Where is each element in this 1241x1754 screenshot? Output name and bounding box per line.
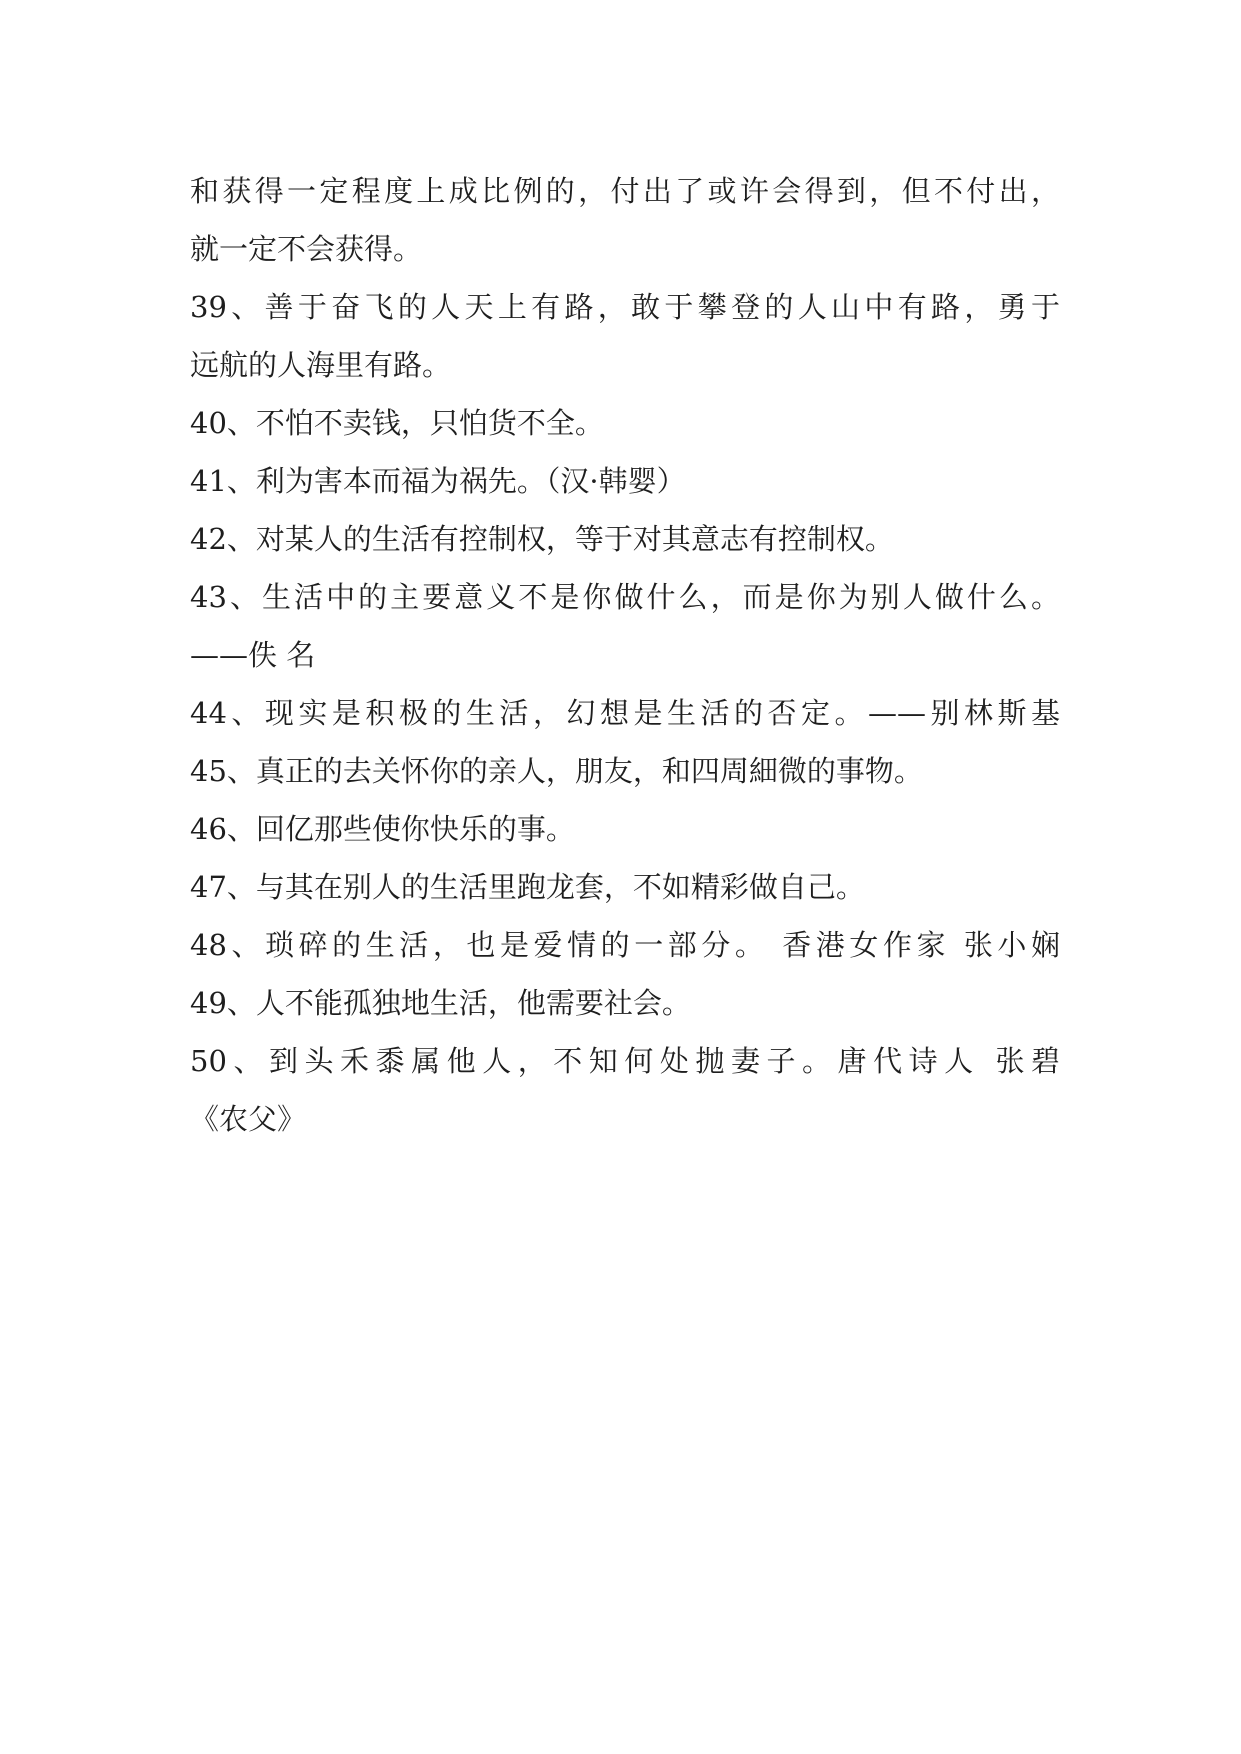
text-line: 48、琐碎的生活，也是爱情的一部分。 香港女作家 张小娴	[190, 928, 1060, 962]
text-line: 49、人不能孤独地生活，他需要社会。	[190, 986, 691, 1020]
text-line: 42、对某人的生活有控制权，等于对其意志有控制权。	[190, 522, 894, 556]
text-line: 40、不怕不卖钱，只怕货不全。	[190, 406, 604, 440]
text-line: 45、真正的去关怀你的亲人，朋友，和四周細微的事物。	[190, 754, 923, 788]
text-line: 就一定不会获得。	[190, 232, 423, 266]
text-line: 和获得一定程度上成比例的，付出了或许会得到，但不付出，	[190, 174, 1060, 208]
text-line: 44、现实是积极的生活，幻想是生活的否定。——别林斯基	[190, 696, 1060, 730]
text-line: 远航的人海里有路。	[190, 348, 452, 382]
text-line: 41、利为害本而福为祸先。（汉·韩婴）	[190, 464, 686, 498]
text-line: 47、与其在别人的生活里跑龙套，不如精彩做自己。	[190, 870, 865, 904]
document-text	[190, 162, 1060, 1148]
text-line: 50、到头禾黍属他人，不知何处抛妻子。唐代诗人 张碧	[190, 1044, 1060, 1078]
text-line: ——佚 名	[190, 638, 316, 672]
text-line: 39、善于奋飞的人天上有路，敢于攀登的人山中有路，勇于	[190, 290, 1060, 324]
text-line: 43、生活中的主要意义不是你做什么，而是你为别人做什么。	[190, 580, 1060, 614]
text-line: 《农父》	[190, 1102, 307, 1136]
text-line: 46、回亿那些使你快乐的事。	[190, 812, 575, 846]
